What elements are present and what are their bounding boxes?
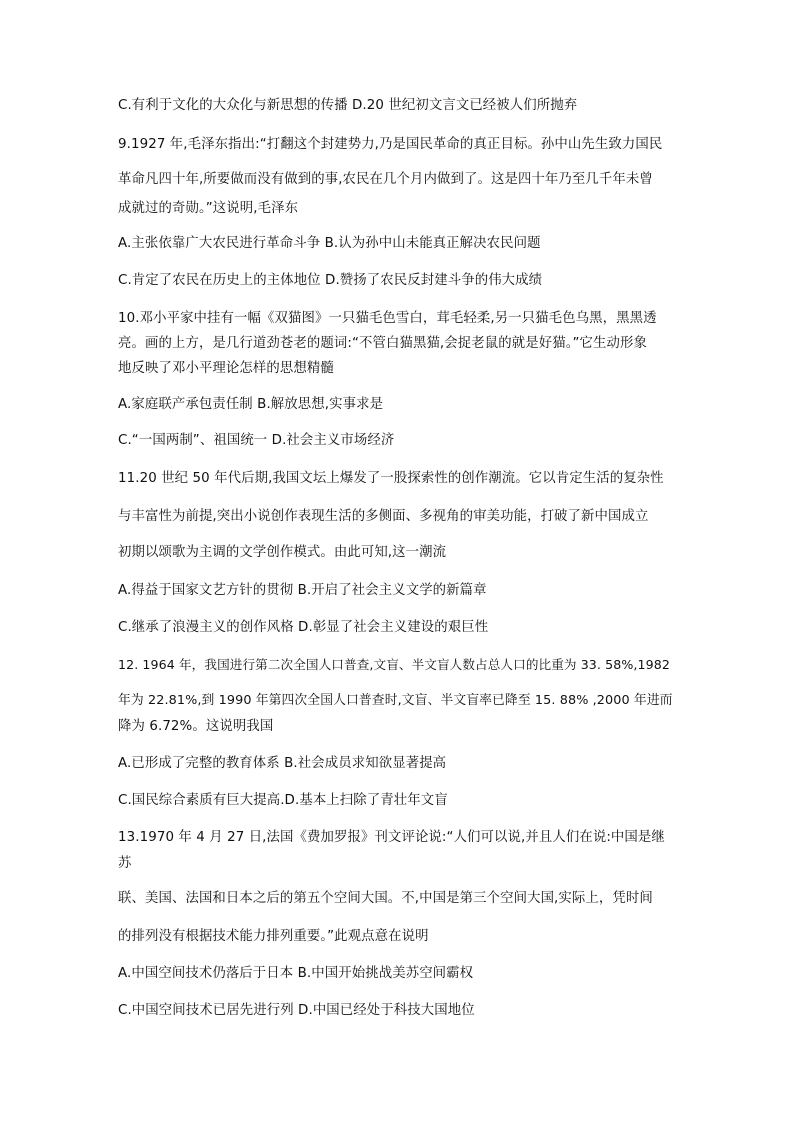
q9-stem-line-1: 9.1927 年,毛泽东指出:“打翻这个封建势力,乃是国民革命的真正目标。孙中山先生致力国民 bbox=[118, 137, 663, 152]
q12-option-cd: C.国民综合素质有巨大提高.D.基本上扫除了青壮年文盲 bbox=[118, 793, 448, 808]
q10-option-ab: A.家庭联产承包责任制 B.解放思想,实事求是 bbox=[118, 397, 384, 412]
q10-stem-line-2: 亮。画的上方，是几行道劲苍老的题词:“不管白猫黑猫,会捉老鼠的就是好猫。”它生动形象 bbox=[118, 336, 647, 351]
q13-stem-line-1: 13.1970 年 4 月 27 日,法国《费加罗报》刊文评论说:“人们可以说,并且人们在说:中国是继 bbox=[118, 830, 665, 845]
q12-stem-line-3: 降为 6.72%。这说明我国 bbox=[118, 719, 274, 734]
q12-stem-line-1: 12. 1964 年，我国进行第二次全国人口普查,文盲、半文盲人数占总人口的比重为 33. 58%,1982 bbox=[118, 657, 670, 672]
q8-option-cd: C.有利于文化的大众化与新思想的传播 D.20 世纪初文言文已经被人们所抛弃 bbox=[118, 98, 578, 113]
q12-stem-line-2: 年为 22.81%,到 1990 年第四次全国人口普查时,文盲、半文盲率已降至 15. 88% ,2000 年进而 bbox=[118, 693, 673, 708]
q10-stem-line-3: 地反映了邓小平理论怎样的思想精髓 bbox=[118, 361, 334, 376]
q9-option-cd: C.肯定了农民在历史上的主体地位 D.赞扬了农民反封建斗争的伟大成绩 bbox=[118, 273, 543, 288]
q9-stem-line-2: 革命凡四十年,所要做而没有做到的事,农民在几个月内做到了。这是四十年乃至几千年未曾 bbox=[118, 172, 653, 187]
q10-stem-line-1: 10.邓小平家中挂有一幅《双猫图》一只猫毛色雪白，茸毛轻柔,另一只猫毛色乌黑，黑黑透 bbox=[118, 311, 657, 326]
q13-stem-line-2: 苏 bbox=[118, 856, 132, 871]
q9-stem-line-3: 成就过的奇勋。”这说明,毛泽东 bbox=[118, 201, 299, 216]
q11-option-ab: A.得益于国家文艺方针的贯彻 B.开启了社会主义文学的新篇章 bbox=[118, 583, 487, 598]
q13-stem-line-4: 的排列没有根据技术能力排列重要。”此观点意在说明 bbox=[118, 929, 429, 944]
q11-option-cd: C.继承了浪漫主义的创作风格 D.彰显了社会主义建设的艰巨性 bbox=[118, 620, 489, 635]
q13-option-cd: C.中国空间技术已居先进行列 D.中国已经处于科技大国地位 bbox=[118, 1003, 475, 1018]
q10-option-cd: C.“一国两制”、祖国统一 D.社会主义市场经济 bbox=[118, 433, 395, 448]
q13-option-ab: A.中国空间技术仍落后于日本 B.中国开始挑战美苏空间霸权 bbox=[118, 966, 474, 981]
q12-option-ab: A.已形成了完整的教育体系 B.社会成员求知欲显著提高 bbox=[118, 756, 447, 771]
q11-stem-line-3: 初期以颂歌为主调的文学创作模式。由此可知,这一潮流 bbox=[118, 545, 447, 560]
q11-stem-line-2: 与丰富性为前提,突出小说创作表现生活的多侧面、多视角的审美功能，打破了新中国成立 bbox=[118, 509, 649, 524]
q9-option-ab: A.主张依靠广大农民进行革命斗争 B.认为孙中山未能真正解决农民问题 bbox=[118, 236, 541, 251]
q13-stem-line-3: 联、美国、法国和日本之后的第五个空间大国。不,中国是第三个空间大国,实际上，凭时间 bbox=[118, 891, 653, 906]
q11-stem-line-1: 11.20 世纪 50 年代后期,我国文坛上爆发了一股探索性的创作潮流。它以肯定生活的复杂性 bbox=[118, 471, 664, 486]
